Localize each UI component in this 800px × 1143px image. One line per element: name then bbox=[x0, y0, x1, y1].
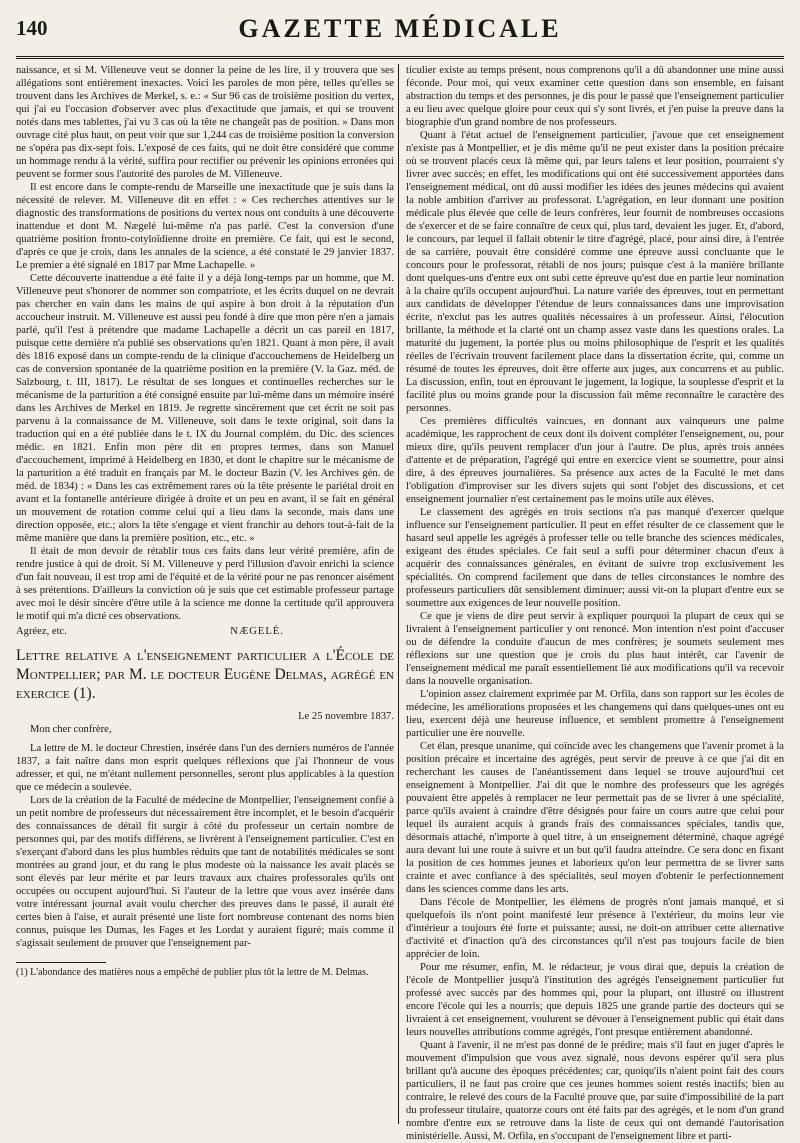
paragraph: Cette découverte inattendue a été faite il y a déjà long-temps par un homme, que M. Villeneuve peut s'honorer de nommer son compatriote, et les écrits duquel on ne devrait pas chercher en vain dans les mains de qui aspire à bon droit à la réputation d'un accoucheur instruit. M. Villeneuve est aussi peu fondé à dire que mon père n'en a jamais parlé, qu'il l'est à prétendre que madame Lachapelle a décrit un cas pareil en 1817, puisque cette dernière n'a publié ses observations qu'en 1821. Quant à mon père, il avait dès 1816 exposé dans un compte-rendu de la clinique d'accouchemens de Heidelberg un cas de conversion spontanée de la quatrième position en la première (V. la Gaz. méd. de Salzbourg, t. III, 1817). Le résultat de ses longues et continuelles recherches sur le mécanisme de la parturition a été consigné ensuite par lui-même dans un mémoire inséré dans les Archives de Merkel en 1819. Je regrette sincèrement que cet écrit ne soit pas parvenu à la connaissance de M. Villeneuve, soit dans le texte original, soit dans la traduction qui en a été publiée dans le t. IX du Journal complém. du Dic. des sciences médic. en 1821. Enfin mon père dit en propres termes, dans son Manuel d'accouchement, imprimé à Heidelberg en 1830, et dont le chapitre sur le mécanisme de la parturition a été traduit en français par M. le docteur Bazin (V. les Archives gén. de méd. de 1834) : « Dans les cas extrêmement rares où la tête présente le pariétal droit en avant et la fontanelle antérieure dirigée à droite et un peu en avant, il se fait en général un mouvement de rotation comme celui qui a lieu dans la seconde, mais dans une direction opposée, etc.; alors la tête s'engage et vient franchir au dehors tout-à-fait de la même manière que dans la première position, etc., etc. » bbox=[16, 273, 394, 544]
paragraph: Il est encore dans le compte-rendu de Marseille une inexactitude que je suis dans la nécessité de relever. M. Villeneuve dit en effet : « Ces recherches attentives sur le diagnostic des transformations de positions du vertex nous ont conduits à une découverte inattendue et dont M. Nægelé lui-même n'a pas parlé. C'est la conversion d'une quatrième position fronto-cotyloïdienne droite en première. Ce fait, qui est le second, d'après ce que je crois, dans les annales de la science, a été constaté le 29 janvier 1837. Le premier a été signalé en 1817 par Mme Lachapelle. » bbox=[16, 182, 394, 271]
right-column bbox=[406, 64, 784, 1142]
article-heading: Lettre relative a l'enseignement particulier a l'École de Montpellier; par M. le docteur Eugène Delmas, agrégé en exercice (1). bbox=[16, 647, 394, 702]
paragraph: Il était de mon devoir de rétablir tous ces faits dans leur vérité première, afin de rendre justice à qui de droit. Si M. Villeneuve y perd l'illusion d'avoir enrichi la science d'un fait nouveau, il est trop ami de l'équité et de la vérité pour ne pas renoncer aisément à ses prétentions. D'ailleurs la conviction où je suis que cet estimable professeur partage avec moi le désir sincère d'être utile à la science me donne la certitude qu'il approuvera le motif qui m'a dicté ces observations. bbox=[16, 546, 394, 622]
page-number: 140 bbox=[16, 16, 48, 40]
column-divider bbox=[398, 64, 399, 1124]
paragraph: Cet élan, presque unanime, qui coïncide avec les changemens que l'avenir promet à la position précaire et incertaine des agrégés, peut servir de preuve à ce que j'ai dit en recherchant les causes de l'anéantissement dans lequel se trouve aujourd'hui cet enseignement à Montpellier. J'ai dit que le nombre des professeurs que les agrégés pouvaient être appelés à remplacer ne leur permettait pas de se livrer à une spécialité, parce qu'ils avaient à craindre d'être désignés pour faire un cours autre que celui pour lequel ils auraient acquis à grands frais des connaissances spéciales, tandis que, désormais attaché, n'importe à quel titre, à un enseignement déterminé, chaque agrégé aura devant lui une route à suivre et un but qu'il faudra atteindre. Ce sera donc en fixant la position de ces hommes jeunes et laborieux qu'on leur permettra de se livrer sans crainte et avec confiance à des spécialités, seul moyen d'obtenir le perfectionnement dans les sciences comme dans les arts. bbox=[406, 741, 784, 895]
left-column bbox=[16, 64, 394, 1122]
journal-title: GAZETTE MÉDICALE bbox=[238, 14, 562, 43]
footnote-rule bbox=[16, 962, 106, 963]
signoff-name: NÆGELÉ. bbox=[230, 626, 284, 637]
signoff bbox=[16, 625, 394, 638]
letter-date: Le 25 novembre 1837. bbox=[298, 711, 394, 722]
paragraph: ticulier existe au temps présent, nous comprenons qu'il a dû abandonner une mine aussi féconde. Pour moi, qui veux examiner cette question dans son ensemble, en faisant abstraction du temps et des personnes, je dis pour le passé que l'enseignement particulier a eu lieu avec quelque gloire pour ceux qui s'y sont livrés, et j'en puise la preuve dans la biographie d'un grand nombre de nos professeurs. bbox=[406, 65, 784, 128]
header-rule bbox=[16, 56, 784, 59]
paragraph: Quant à l'état actuel de l'enseignement particulier, j'avoue que cet enseignement n'existe pas à Montpellier, et je dis même qu'il ne peut exister dans la position précaire où se trouvent placés ceux là même qui, par leurs talens et leur position, pourraient s'y livrer avec succès; en effet, les modifications qui ont été successivement apportées dans l'enseignement médical, ont dû aussi modifier les idées des jeunes médecins qui avaient la noble ambition d'arriver au professorat. L'agrégation, en leur donnant une position médicale plus élevée que celle de leurs confrères, leur fournit de nombreuses occasions de s'exercer et de se faire connaître de ceux qui, plus tard, devaient les juger. Et, d'abord, le concours, par lequel il fallait obtenir le titre d'agrégé, placé, pour ainsi dire, à l'entrée de sa carrière, pouvait être considéré comme une épreuve aussi concluante que le concours pour le professorat, rétabli de nos jours; puisque c'est à la manière brillante dont quelques-uns d'entre eux ont subi cette épreuve qu'est due en partie leur nomination à la chaire qu'ils occupent aujourd'hui. La nature variée des épreuves, tout en permettant aux candidats de développer l'étendue de leurs connaissances dans une improvisation écrite, n'exclut pas les autres qualités nécessaires à un professeur. Ainsi, l'élocution brillante, la méthode et la clarté ont un champ assez vaste dans les questions orales. La maturité du jugement, la portée plus ou moins philosophique de l'esprit et les qualités réelles de l'écrivain trouvent facilement place dans la dissertation écrite, qui, comme un résumé de toutes les épreuves, doit être offerte aux juges, aux concurrens et au public. La discussion, enfin, tout en éprouvant le jugement, la logique, la souplesse d'esprit et la facilité plus ou moins grande pour la discussion fait même reconnaître le caractère des personnes. bbox=[406, 130, 784, 414]
paragraph: Dans l'école de Montpellier, les élémens de progrès n'ont jamais manqué, et si quelquefois ils n'ont point manifesté leur présence à l'extérieur, du moins leur vie d'intérieur a toujours été forte et puissante; aussi, ne doit-on attribuer cette alternative d'activité et d'inaction qu'à des circonstances qu'il n'est pas toujours facile de bien apprécier de loin. bbox=[406, 897, 784, 960]
paragraph: Le classement des agrégés en trois sections n'a pas manqué d'exercer quelque influence sur l'enseignement particulier. Il peut en effet résulter de ce classement que le hasard seul appelle les agrégés à professer telle ou telle branche des sciences médicales, exigeant des études spéciales. Ce fait seul a suffi pour déterminer chacun d'eux à acquérir des connaissances générales, en évitant de suivre trop exclusivement les spécialités. On comprend facilement que dans de telles circonstances le nombre des professeurs particuliers dût sensiblement diminuer; aussi vit-on la plupart d'entre eux se soumettre aux exigences de leur nouvelle position. bbox=[406, 507, 784, 609]
salutation: Mon cher confrère, bbox=[30, 724, 112, 735]
paragraph: Quant à l'avenir, il ne m'est pas donné de le prédire; mais s'il faut en juger d'après le mouvement d'impulsion que vous avez signalé, nous devons espérer qu'il sera plus brillant qu'à aucune des époques précédentes; car, quoiqu'ils n'aient point fait des cours particuliers, il ne faut pas croire que ces jeunes hommes soient restés inactifs; bien au contraire, le relevé des cours de la Faculté prouve que, par suite d'impossibilité de la part du professeur titulaire, quatorze cours ont été faits par des agrégés, et le nom d'un grand nombre d'entre eux se retrouve dans la liste de ceux qui ont demandé l'autorisation ministérielle. Aussi, M. Orfila, en s'occupant de l'enseignement libre et parti- bbox=[406, 1040, 784, 1142]
paragraph: Ces premières difficultés vaincues, en donnant aux vainqueurs une palme académique, les rapprochent de ceux dont ils doivent compléter l'enseignement, ou, pour mieux dire, qu'ils peuvent remplacer d'un jour à l'autre. De plus, après trois années d'attente et de préparation, l'agrégé qui entre en exercice vient se soumettre, pour ainsi dire, à des épreuves journalières. Sa présence aux actes de la Faculté le met dans l'obligation d'improviser sur les divers sujets qui sont l'objet des discussions, et cet enseignement journalier n'est certainement pas le moins utile aux élèves. bbox=[406, 416, 784, 505]
paragraph: Ce que je viens de dire peut servir à expliquer pourquoi la plupart de ceux qui se livraient à l'enseignement particulier y ont renoncé. Mon intention n'est point d'accuser ou de défendre la conduite d'aucun de mes confrères; je soumets seulement mes réflexions sur une question que je crois du plus haut intérêt, car l'avenir de l'enseignement médical me paraît essentiellement lié aux modifications qu'il va recevoir dans la nouvelle organisation. bbox=[406, 611, 784, 687]
paragraph: naissance, et si M. Villeneuve veut se donner la peine de les lire, il y trouvera que ses allégations sont entièrement inexactes. Voici les paroles de mon père, telles qu'elles se trouvent dans les Archives de Merkel, s. e.: « Sur 96 cas de troisième position du vertex, qui j'ai eu l'occasion d'observer avec plus d'exactitude que jamais, et qui se trouvent notés dans mes tablettes, j'ai vu 3 cas où la tête ne changeât pas de position. » Dans mon ouvrage cité plus haut, on peut voir que sur 1,244 cas de troisième position la conversion ne s'opéra pas dix-sept fois. L'exposé de ces faits, qui ne doit être considéré que comme un hommage rendu à la vérité, suffira pour rectifier ou prévenir les opinions erronées qui peuvent se former sous l'autorité des paroles de M. Villeneuve. bbox=[16, 65, 394, 180]
signoff-greeting: Agréez, etc. bbox=[16, 626, 67, 637]
page-header bbox=[16, 14, 784, 44]
paragraph: Lors de la création de la Faculté de médecine de Montpellier, l'enseignement confié à un petit nombre de professeurs dut nécessairement être incomplet, et le besoin d'acquérir des connaissances de détail fit surgir à côté du professeur un certain nombre de personnes qui, par des motifs différens, se livrèrent à l'enseignement particulier. C'est en s'exerçant d'abord dans les plus humbles réduits que tant de notabilités médicales se sont montrées au grand jour, et du rang le plus modeste où la naissance les avait placés se sont élevés par leur mérite et par leurs travaux aux chaires professorales qu'ils ont occupées ou occupent aujourd'hui. Si l'auteur de la lettre que vous avez insérée dans votre intéressant journal avait voulu chercher des preuves dans le passé, il aurait été certes bien à l'aise, et aurait présenté une liste fort nombreuse contenant des noms bien connus, puisque les Dumas, les Fages et les Lordat y auraient figuré; mais comme il s'agissait seulement de prouver que l'enseignement par- bbox=[16, 795, 394, 949]
footnote: (1) L'abondance des matières nous a empêché de publier plus tôt la lettre de M. Delmas. bbox=[16, 967, 369, 978]
paragraph: La lettre de M. le docteur Chrestien, insérée dans l'un des derniers numéros de l'année 1837, a fait naître dans mon esprit quelques réflexions que j'ai l'honneur de vous adresser, et qui, ne m'étant nullement personnelles, seront plus applicables à la question que ce médecin a soulevée. bbox=[16, 743, 394, 793]
paragraph: L'opinion assez clairement exprimée par M. Orfila, dans son rapport sur les écoles de médecine, les améliorations proposées et les changemens qui dans quelques-unes ont eu lieu, exercent déjà une heureuse influence, et semblent promettre à l'enseignement particulier une ère nouvelle. bbox=[406, 689, 784, 739]
paragraph: Pour me résumer, enfin, M. le rédacteur, je vous dirai que, depuis la création de l'école de Montpellier jusqu'à l'institution des agrégés l'enseignement particulier fut professé avec succès par des hommes qui, pour la plupart, ont illustré ou illustrent encore l'école qui les a nourris; que depuis 1825 une grande partie des docteurs qui se livraient à cet enseignement, voulurent se dévouer à l'enseignement public qui était dans leurs nouvelles attributions comme agrégés, l'ont presque entièrement abandonné. bbox=[406, 962, 784, 1038]
